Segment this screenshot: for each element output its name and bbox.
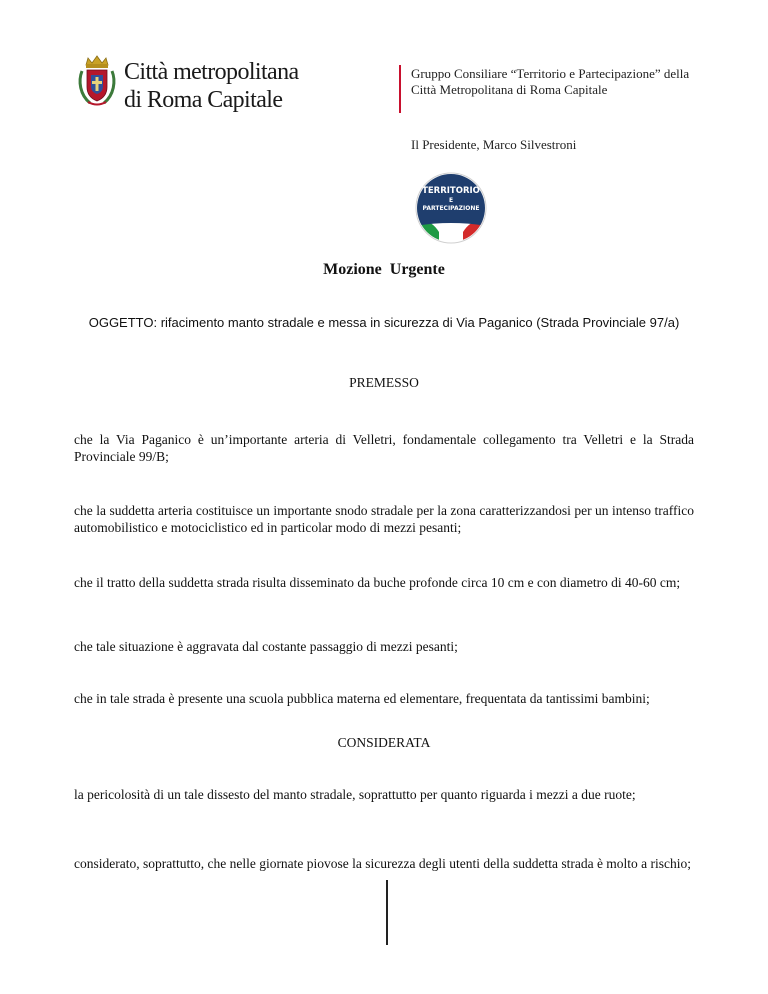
premesso-item-4: che tale situazione è aggravata dal costante passaggio di mezzi pesanti; bbox=[74, 639, 458, 654]
considerata-heading: CONSIDERATA bbox=[337, 735, 431, 750]
president-name: Il Presidente, Marco Silvestroni bbox=[411, 137, 577, 152]
document-title: Mozione Urgente bbox=[323, 261, 445, 278]
coat-of-arms-icon bbox=[76, 55, 118, 107]
party-logo-icon bbox=[415, 172, 487, 244]
premesso-item-2: che la suddetta arteria costituisce un importante snodo stradale per la zona caratterizzandosi per un intenso traffico automobilistico e motociclistico ed in particolar modo di mezzi pesanti; bbox=[74, 503, 694, 535]
considerata-item-2: considerato, soprattutto, che nelle giornate piovose la sicurezza degli utenti della suddetta strada è molto a rischio; bbox=[74, 856, 692, 871]
party-logo-line-2: E bbox=[448, 197, 454, 204]
premesso-item-3: che il tratto della suddetta strada risulta disseminato da buche profonde circa 10 cm e con diametro di 40-60 cm; bbox=[74, 575, 681, 590]
page-divider-line bbox=[386, 880, 388, 945]
institution-logo-text bbox=[124, 58, 299, 114]
premesso-heading: PREMESSO bbox=[349, 375, 419, 390]
premesso-item-5: che in tale strada è presente una scuola pubblica materna ed elementare, frequentata da tantissimi bambini; bbox=[74, 691, 650, 706]
accent-divider bbox=[399, 65, 401, 113]
logo-line-2: di Roma Capitale bbox=[124, 87, 283, 113]
party-logo-line-1: TERRITORIO bbox=[422, 186, 480, 196]
logo-line-1: Città metropolitana bbox=[124, 59, 299, 85]
premesso-item-1: che la Via Paganico è un’importante arteria di Velletri, fondamentale collegamento tra Velletri e la Strada Provinciale 99/B; bbox=[74, 432, 694, 464]
document-subject: OGGETTO: rifacimento manto stradale e messa in sicurezza di Via Paganico (Strada Provinciale 97/a) bbox=[88, 315, 680, 330]
considerata-item-1: la pericolosità di un tale dissesto del manto stradale, soprattutto per quanto riguarda i mezzi a due ruote; bbox=[74, 787, 636, 802]
party-logo-line-3: PARTECIPAZIONE bbox=[422, 205, 480, 212]
council-group-name: Gruppo Consiliare “Territorio e Partecipazione” della Città Metropolitana di Roma Capitale bbox=[411, 66, 690, 97]
